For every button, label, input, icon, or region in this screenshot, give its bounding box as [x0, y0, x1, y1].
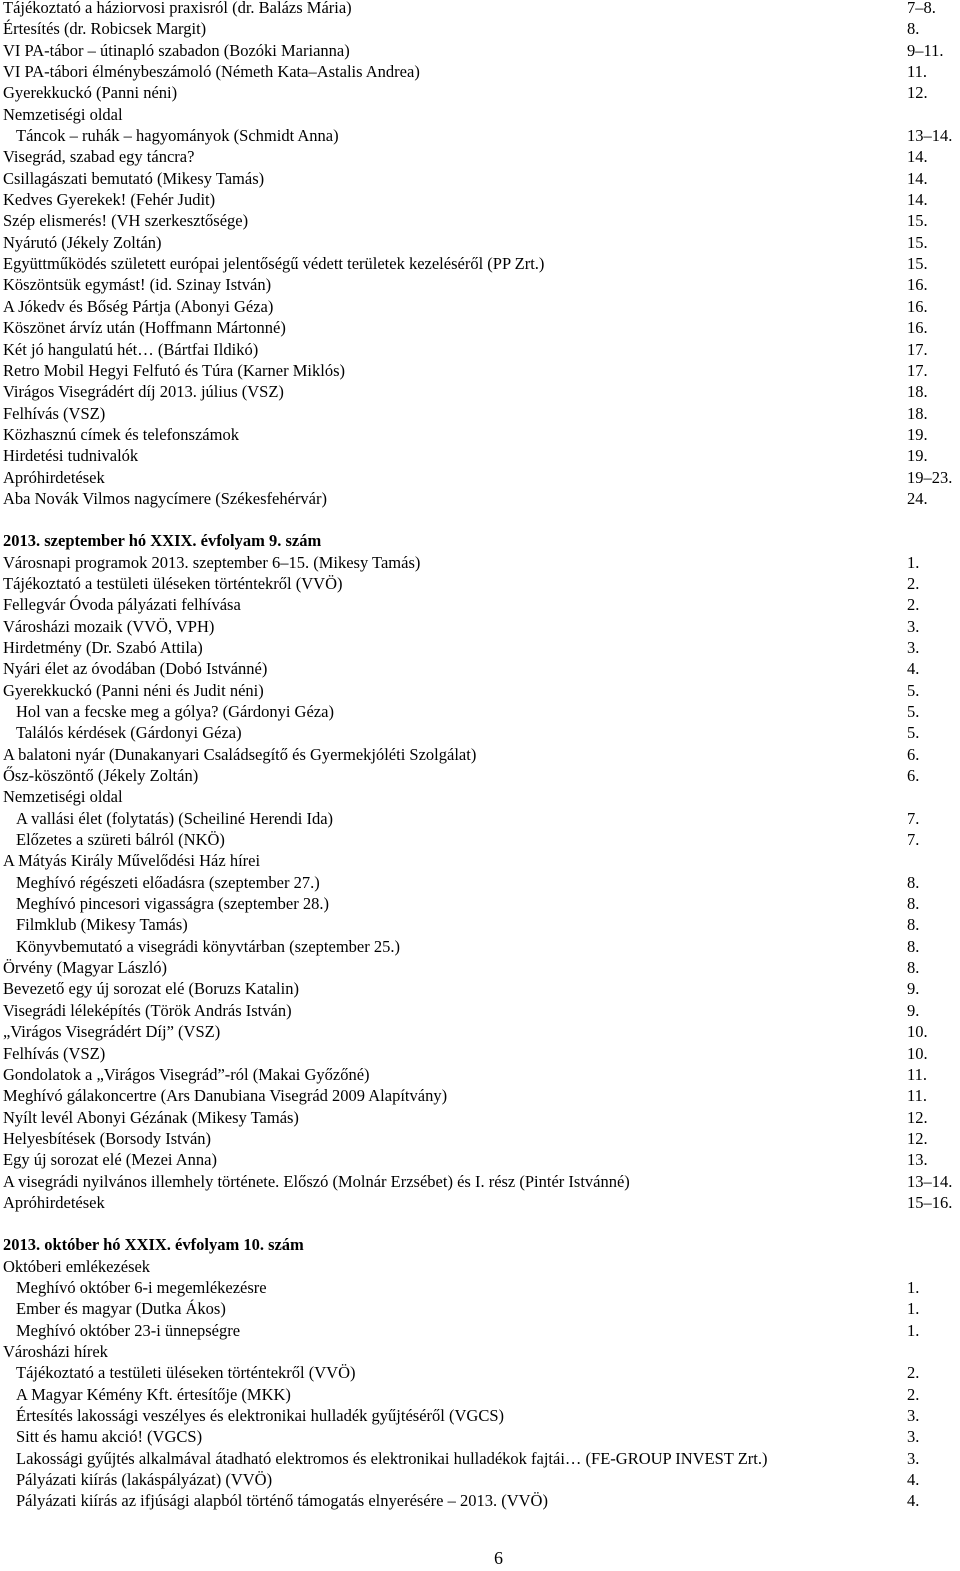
toc-entry — [3, 850, 953, 871]
toc-entry — [3, 573, 953, 594]
toc-entry-pages: 12. — [907, 1107, 928, 1127]
toc-entry — [3, 808, 953, 829]
toc-entry — [3, 786, 953, 807]
toc-entry-pages: 9–11. — [907, 40, 944, 60]
toc-entry-title: Szép elismerés! (VH szerkesztősége) — [3, 211, 249, 231]
toc-entry — [3, 1405, 953, 1426]
toc-entry-pages: 15. — [907, 254, 928, 274]
toc-entry — [3, 637, 953, 658]
toc-entry — [3, 1469, 953, 1490]
toc-entry — [3, 1149, 953, 1170]
toc-entry-pages: 15–16. — [907, 1192, 953, 1212]
toc-entry-title: Meghívó október 6-i megemlékezésre — [16, 1277, 267, 1297]
toc-entry-pages: 8. — [907, 936, 920, 956]
toc-entry-pages: 13–14. — [907, 126, 953, 146]
toc-entry-pages: 12. — [907, 1128, 928, 1148]
toc-entry-title: VI PA-tábori élménybeszámoló (Németh Kata–Astalis Andrea) — [3, 62, 420, 82]
toc-entry-pages: 17. — [907, 339, 928, 359]
toc-entry — [3, 210, 953, 231]
toc-entry-pages: 3. — [907, 1406, 920, 1425]
toc-entry-title: 2013. szeptember hó XXIX. évfolyam 9. szám — [3, 531, 322, 551]
toc-entry-title: Találós kérdések (Gárdonyi Géza) — [16, 723, 242, 743]
toc-entry-pages: 8. — [907, 958, 920, 978]
toc-entry-pages: 9. — [907, 1000, 920, 1020]
toc-entry-pages: 8. — [907, 872, 920, 892]
toc-entry-title: Ősz-köszöntő (Jékely Zoltán) — [3, 766, 199, 786]
toc-entry — [3, 1171, 953, 1192]
issue-heading — [3, 1234, 953, 1255]
toc-entry-title: Közhasznú címek és telefonszámok — [3, 424, 239, 444]
toc-entry — [3, 125, 953, 146]
toc-entry-title: A visegrádi nyilvános illemhely története. Előszó (Molnár Erzsébet) és I. rész (Pintér Istvánné) — [3, 1171, 630, 1191]
toc-entry — [3, 82, 953, 103]
toc-entry-title: Meghívó pincesori vigasságra (szeptember 28.) — [16, 894, 329, 914]
toc-entry — [3, 1064, 953, 1085]
toc-entry-pages: 9. — [907, 979, 920, 999]
toc-entry-pages: 2. — [907, 1363, 920, 1383]
toc-entry-title: Nyílt levél Abonyi Gézának (Mikesy Tamás) — [3, 1107, 299, 1127]
toc-entry-title: A balatoni nyár (Dunakanyari Családsegítő és Gyermekjóléti Szolgálat) — [3, 744, 477, 764]
toc-entry-title: Egy új sorozat elé (Mezei Anna) — [3, 1150, 217, 1170]
toc-entry — [3, 317, 953, 338]
toc-entry-pages: 8. — [907, 915, 920, 935]
toc-entry-title: Októberi emlékezések — [3, 1256, 151, 1276]
toc-entry — [3, 1341, 953, 1362]
toc-entry-pages: 4. — [907, 659, 920, 679]
toc-entry-pages: 13. — [907, 1150, 928, 1170]
toc-entry — [3, 594, 953, 615]
toc-entry-title: Felhívás (VSZ) — [3, 1043, 106, 1063]
toc-entry-title: Meghívó gálakoncertre (Ars Danubiana Visegrád 2009 Alapítvány) — [3, 1086, 448, 1106]
toc-entry-title: Könyvbemutató a visegrádi könyvtárban (szeptember 25.) — [16, 936, 400, 956]
toc-entry-pages: 19. — [907, 446, 928, 466]
toc-entry — [3, 1107, 953, 1128]
toc-entry — [3, 0, 953, 18]
toc-entry-pages: 11. — [907, 62, 928, 82]
toc-entry — [3, 445, 953, 466]
toc-entry-pages: 10. — [907, 1043, 928, 1063]
toc-entry-pages: 15. — [907, 211, 928, 231]
toc-entry-pages: 2. — [907, 1384, 920, 1404]
toc-entry-title: Apróhirdetések — [3, 467, 105, 487]
toc-entry-title: A vallási élet (folytatás) (Scheiliné Herendi Ida) — [16, 808, 334, 828]
toc-entry-title: 2013. október hó XXIX. évfolyam 10. szám — [3, 1235, 304, 1255]
toc-entry — [3, 1256, 953, 1277]
issue-heading — [3, 530, 953, 551]
toc-entry-title: Virágos Visegrádért díj 2013. július (VSZ) — [3, 382, 284, 402]
toc-entry — [3, 381, 953, 402]
toc-entry — [3, 403, 953, 424]
toc-entry-pages: 16. — [907, 318, 928, 338]
toc-entry-title: Fellegvár Óvoda pályázati felhívása — [3, 595, 241, 615]
toc-entry-pages: 1. — [907, 1299, 920, 1319]
toc-entry — [3, 744, 953, 765]
toc-entry — [3, 1426, 953, 1447]
toc-entry — [3, 914, 953, 935]
toc-entry — [3, 1490, 953, 1511]
toc-entry-pages: 15. — [907, 232, 928, 252]
toc-entry-title: A Jókedv és Bőség Pártja (Abonyi Géza) — [3, 296, 274, 316]
toc-entry-title: Gyerekkuckó (Panni néni) — [3, 83, 178, 103]
toc-entry-title: Városházi mozaik (VVÖ, VPH) — [3, 616, 215, 636]
toc-entry — [3, 658, 953, 679]
toc-entry-pages: 24. — [907, 488, 928, 508]
toc-entry — [3, 339, 953, 360]
toc-entry-pages: 7–8. — [907, 0, 936, 17]
toc-entry-pages: 19–23. — [907, 467, 953, 487]
toc-entry-pages: 16. — [907, 275, 928, 295]
toc-entry — [3, 680, 953, 701]
toc-entry-title: Ember és magyar (Dutka Ákos) — [16, 1299, 226, 1319]
toc-entry — [3, 232, 953, 253]
toc-entry — [3, 957, 953, 978]
toc-entry-title: Gondolatok a „Virágos Visegrád”-ról (Makai Győzőné) — [3, 1064, 370, 1084]
toc-entry-title: Nyárutó (Jékely Zoltán) — [3, 232, 162, 252]
toc-entry-title: Pályázati kiírás az ifjúsági alapból történő támogatás elnyerésére – 2013. (VVÖ) — [16, 1491, 548, 1511]
toc-entry-title: Hirdetmény (Dr. Szabó Attila) — [3, 637, 203, 657]
toc-entry-title: Nemzetiségi oldal — [3, 104, 123, 124]
page-number: 6 — [494, 1548, 503, 1568]
toc-entry — [3, 467, 953, 488]
toc-entry-pages: 13–14. — [907, 1171, 953, 1191]
toc-entry-pages: 11. — [907, 1086, 928, 1106]
toc-entry — [3, 978, 953, 999]
toc-entry-title: Tájékoztató a háziorvosi praxisról (dr. Balázs Mária) — [3, 0, 352, 17]
toc-entry-title: Csillagászati bemutató (Mikesy Tamás) — [3, 168, 265, 188]
toc-entry-title: VI PA-tábor – útinapló szabadon (Bozóki Marianna) — [3, 40, 350, 60]
toc-entry-title: Meghívó október 23-i ünnepségre — [16, 1320, 241, 1340]
toc-entry-pages: 8. — [907, 894, 920, 914]
toc-entry-title: Apróhirdetések — [3, 1192, 105, 1212]
toc-entry-title: Együttműködés született európai jelentőségű védett területek kezeléséről (PP Zrt.) — [3, 254, 545, 274]
toc-entry-title: Köszönet árvíz után (Hoffmann Mártonné) — [3, 318, 286, 338]
toc-entry-pages: 19. — [907, 424, 928, 444]
toc-entry — [3, 168, 953, 189]
toc-entry-title: Értesítés (dr. Robicsek Margit) — [3, 19, 207, 39]
toc-entry-pages: 17. — [907, 360, 928, 380]
toc-entry — [3, 701, 953, 722]
toc-entry — [3, 552, 953, 573]
toc-entry-title: Retro Mobil Hegyi Felfutó és Túra (Karner Miklós) — [3, 360, 346, 380]
toc-entry-pages: 14. — [907, 168, 928, 188]
section-spacer — [3, 1213, 953, 1234]
toc-entry — [3, 1298, 953, 1319]
toc-entry-title: Előzetes a szüreti bálról (NKÖ) — [16, 830, 225, 850]
toc-entry-title: Tájékoztató a testületi üléseken történtekről (VVÖ) — [3, 573, 343, 593]
toc-entry — [3, 872, 953, 893]
toc-entry-pages: 18. — [907, 403, 928, 423]
toc-entry — [3, 1448, 953, 1469]
toc-entry-title: Köszöntsük egymást! (id. Szinay István) — [3, 275, 272, 295]
toc-entry-pages: 11. — [907, 1064, 928, 1084]
toc-entry — [3, 1320, 953, 1341]
toc-entry — [3, 1128, 953, 1149]
toc-entry-title: Nemzetiségi oldal — [3, 787, 123, 807]
toc-entry-title: „Virágos Visegrádért Díj” (VSZ) — [3, 1022, 221, 1042]
toc-entry — [3, 360, 953, 381]
toc-entry — [3, 829, 953, 850]
toc-entry-pages: 5. — [907, 723, 920, 743]
toc-entry — [3, 18, 953, 39]
toc-entry-pages: 4. — [907, 1470, 920, 1490]
toc-entry-pages: 3. — [907, 1448, 920, 1468]
toc-entry — [3, 616, 953, 637]
toc-entry — [3, 61, 953, 82]
toc-entry — [3, 765, 953, 786]
toc-entry-pages: 6. — [907, 766, 920, 786]
toc-entry — [3, 1085, 953, 1106]
toc-entry-title: Városnapi programok 2013. szeptember 6–15. (Mikesy Tamás) — [3, 552, 421, 572]
toc-entry-title: Visegrádi léleképítés (Török András István) — [3, 1000, 292, 1020]
toc-entry-pages: 14. — [907, 147, 928, 167]
toc-entry — [3, 146, 953, 167]
toc-entry-title: Visegrád, szabad egy táncra? — [3, 147, 195, 167]
toc-entry — [3, 1362, 953, 1383]
toc-entry-title: Hirdetési tudnivalók — [3, 446, 139, 466]
toc-entry-title: Sitt és hamu akció! (VGCS) — [16, 1427, 203, 1447]
table-of-contents — [3, 0, 953, 1512]
toc-entry-pages: 2. — [907, 573, 920, 593]
toc-entry — [3, 296, 953, 317]
toc-entry-pages: 6. — [907, 744, 920, 764]
toc-entry — [3, 1384, 953, 1405]
toc-entry-pages: 7. — [907, 808, 920, 828]
toc-entry — [3, 1000, 953, 1021]
toc-entry-pages: 14. — [907, 190, 928, 210]
toc-entry — [3, 722, 953, 743]
toc-entry-pages: 7. — [907, 830, 920, 850]
toc-entry — [3, 893, 953, 914]
toc-entry-title: Hol van a fecske meg a gólya? (Gárdonyi Géza) — [16, 702, 334, 721]
toc-entry — [3, 1277, 953, 1298]
toc-entry — [3, 936, 953, 957]
toc-entry-pages: 12. — [907, 83, 928, 103]
toc-entry-pages: 3. — [907, 637, 920, 657]
toc-entry-pages: 8. — [907, 19, 920, 39]
toc-entry-title: Két jó hangulatú hét… (Bártfai Ildikó) — [3, 339, 259, 359]
toc-entry-title: Gyerekkuckó (Panni néni és Judit néni) — [3, 680, 264, 700]
toc-entry-title: A Mátyás Király Művelődési Ház hírei — [3, 851, 261, 871]
toc-entry-pages: 18. — [907, 382, 928, 402]
toc-entry-pages: 5. — [907, 680, 920, 700]
toc-entry-title: Aba Novák Vilmos nagycímere (Székesfehérvár) — [3, 488, 327, 508]
toc-entry-pages: 3. — [907, 616, 920, 636]
toc-entry-title: Felhívás (VSZ) — [3, 403, 106, 423]
toc-entry-title: Meghívó régészeti előadásra (szeptember 27.) — [16, 872, 320, 892]
toc-entry-title: Táncok – ruhák – hagyományok (Schmidt Anna) — [16, 126, 339, 146]
toc-entry-title: Nyári élet az óvodában (Dobó Istvánné) — [3, 659, 268, 679]
toc-entry — [3, 1021, 953, 1042]
toc-entry-pages: 2. — [907, 595, 920, 615]
toc-entry-pages: 10. — [907, 1022, 928, 1042]
toc-entry-title: Tájékoztató a testületi üléseken történtekről (VVÖ) — [16, 1363, 356, 1383]
toc-entry-title: Pályázati kiírás (lakáspályázat) (VVÖ) — [16, 1470, 273, 1490]
toc-entry-pages: 3. — [907, 1427, 920, 1447]
toc-entry-title: Helyesbítések (Borsody István) — [3, 1128, 212, 1148]
toc-entry — [3, 104, 953, 125]
toc-entry-pages: 1. — [907, 552, 920, 572]
toc-entry-title: Örvény (Magyar László) — [3, 958, 168, 978]
toc-entry-pages: 16. — [907, 296, 928, 316]
toc-entry-title: Lakossági gyűjtés alkalmával átadható elektromos és elektronikai hulladékok fajtái… (FE-GROUP INVEST Zrt.) — [16, 1448, 768, 1468]
toc-entry-pages: 4. — [907, 1491, 920, 1511]
toc-entry-title: Városházi hírek — [3, 1341, 108, 1361]
toc-entry — [3, 1192, 953, 1213]
toc-entry — [3, 40, 953, 61]
toc-entry-title: Értesítés lakossági veszélyes és elektronikai hulladék gyűjtéséről (VGCS) — [16, 1406, 504, 1425]
toc-entry — [3, 253, 953, 274]
toc-entry-title: Kedves Gyerekek! (Fehér Judit) — [3, 190, 216, 210]
toc-entry — [3, 488, 953, 509]
toc-entry-pages: 1. — [907, 1277, 920, 1297]
toc-entry — [3, 189, 953, 210]
toc-entry — [3, 1043, 953, 1064]
toc-entry-title: Bevezető egy új sorozat elé (Boruzs Katalin) — [3, 979, 299, 999]
toc-entry — [3, 424, 953, 445]
toc-entry — [3, 274, 953, 295]
toc-entry-pages: 5. — [907, 702, 920, 721]
section-spacer — [3, 509, 953, 530]
toc-entry-title: Filmklub (Mikesy Tamás) — [16, 915, 188, 935]
toc-entry-title: A Magyar Kémény Kft. értesítője (MKK) — [16, 1384, 291, 1404]
toc-entry-pages: 1. — [907, 1320, 920, 1340]
